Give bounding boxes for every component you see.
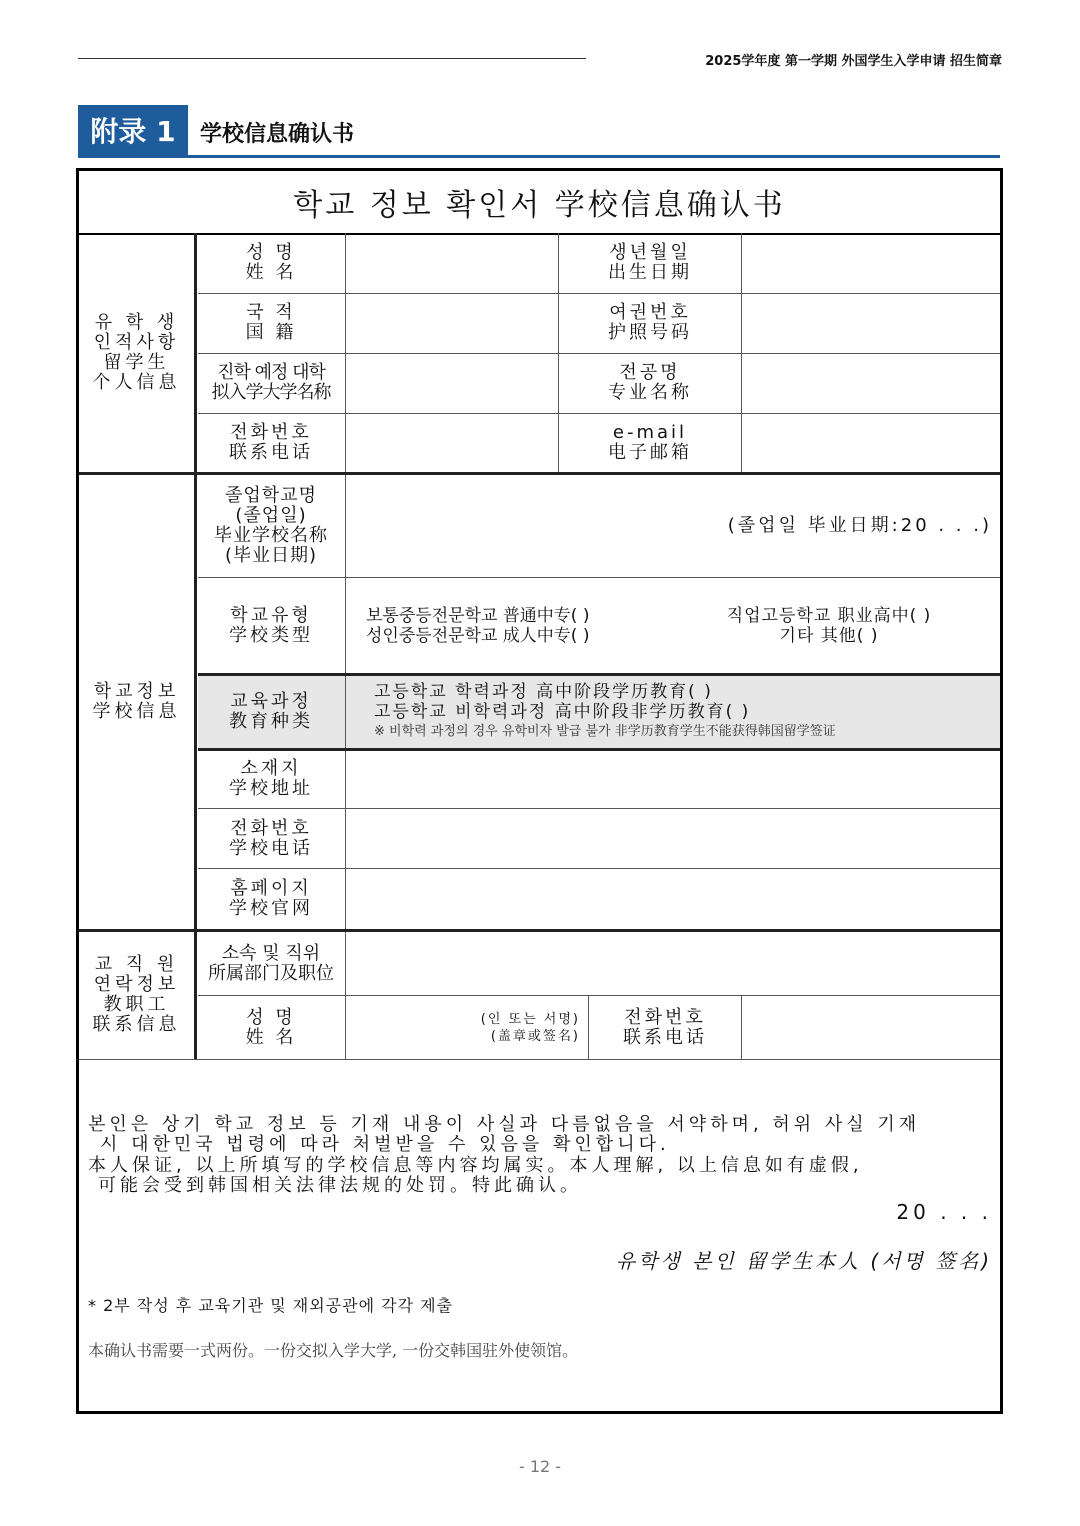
declaration-ko: 본인은 상기 학교 정보 등 기재 내용이 사실과 다름없음을 서약하며, 허위 사실 기재 시 대한민국 법령에 따라 처벌받을 수 있음을 확인합니다. — [88, 1114, 921, 1155]
label-passport: 여권번호 护照号码 — [608, 302, 692, 343]
date-line: 20 . . . — [896, 1200, 992, 1224]
seal-field[interactable] — [346, 996, 588, 1059]
header-rule — [78, 58, 586, 59]
label-staff-phone: 전화번호 联系电话 — [623, 1006, 707, 1048]
label-homepage: 홈페이지 学校官网 — [229, 878, 313, 919]
appendix-label: 附录 1 — [78, 105, 188, 155]
label-school-phone: 전화번호 学校电话 — [229, 817, 313, 859]
label-birth: 생년월일 出生日期 — [608, 242, 692, 283]
header-text: 2025学年度 第一学期 外国学生入学申请 招生简章 — [705, 54, 1002, 69]
label-school-type: 학교유형 学校类型 — [229, 604, 313, 646]
homepage-field[interactable] — [346, 869, 1000, 929]
signature-line: 유학생 본인 留学生本人 (서명 签名) — [615, 1249, 992, 1273]
grad-school-field[interactable] — [346, 475, 1000, 577]
name-field[interactable] — [346, 233, 558, 293]
seal-note-cn: (盖章或签名) — [490, 1028, 580, 1044]
appendix-rule — [78, 155, 1000, 158]
birth-field[interactable] — [742, 233, 1000, 293]
edu-note: ※ 비학력 과정의 경우 유학비자 발급 불가 非学历教育学生不能获得韩国留学签证 — [374, 723, 836, 739]
phone-field[interactable] — [346, 413, 558, 472]
page-number: - 12 - — [518, 1457, 562, 1476]
appendix-heading — [78, 105, 1000, 157]
label-grad-school: 졸업학교명 (졸업일) 毕业学校名称 (毕业日期) — [214, 485, 328, 566]
staff-phone-field[interactable] — [742, 996, 1000, 1059]
seal-note-ko: (인 또는 서명) — [480, 1011, 580, 1027]
section-school: 학교정보 学校信息 — [92, 680, 181, 722]
email-field[interactable] — [742, 413, 1000, 472]
copies-note-ko: * 2부 작성 후 교육기관 및 재외공관에 각각 제출 — [88, 1296, 454, 1315]
label-phone: 전화번호 联系电话 — [229, 421, 313, 463]
address-field[interactable] — [346, 749, 1000, 808]
label-email: e-mail 电子邮箱 — [608, 421, 692, 463]
label-address: 소재지 学校地址 — [229, 757, 313, 799]
passport-field[interactable] — [742, 293, 1000, 353]
major-field[interactable] — [742, 353, 1000, 413]
school-type-options-b[interactable]: 직업고등학교 职业高中( ) 기타 其他( ) — [726, 605, 932, 646]
appendix-title: 学校信息确认书 — [200, 122, 355, 147]
dept-field[interactable] — [346, 932, 1000, 995]
label-dept: 소속 및 직위 所属部门及职位 — [208, 942, 334, 984]
label-staff-name: 성 명 姓 名 — [245, 1006, 297, 1048]
school-phone-field[interactable] — [346, 809, 1000, 868]
grad-date-text: (졸업일 毕业日期:20 . . .) — [727, 515, 992, 536]
section-staff: 교 직 원 연락정보 教职工 联系信息 — [92, 954, 181, 1035]
copies-note-cn: 本确认书需要一式两份。一份交拟入学大学, 一份交韩国驻外使领馆。 — [88, 1341, 579, 1360]
nationality-field[interactable] — [346, 293, 558, 353]
label-edu-type: 교육과정 教育种类 — [229, 690, 313, 732]
section-personal: 유 학 생 인적사항 留学生 个人信息 — [92, 312, 181, 393]
confirmation-form — [76, 168, 1003, 1414]
label-university: 진학 예정 대학 拟入学大学名称 — [211, 362, 331, 403]
declaration-cn: 本人保证, 以上所填写的学校信息等内容均属实。本人理解, 以上信息如有虚假, 可能会受到韩国相关法律法规的处罚。特此确认。 — [88, 1155, 863, 1196]
edu-type-options[interactable]: 고등학교 학력과정 高中阶段学历教育( ) 고등학교 비학력과정 高中阶段非学历教育( ) ※ 비학력 과정의 경우 유학비자 발급 불가 非学历教育学生不能获得韩国留学签证 — [374, 675, 994, 748]
label-name: 성 명 姓 名 — [245, 242, 297, 283]
label-major: 전공명 专业名称 — [608, 362, 692, 403]
form-title: 학교 정보 확인서 学校信息确认书 — [79, 171, 1000, 235]
label-nationality: 국 적 国 籍 — [245, 302, 297, 343]
university-field[interactable] — [346, 353, 558, 413]
school-type-options-a[interactable]: 보통중등전문학교 普通中专( ) 성인중등전문학교 成人中专( ) — [366, 605, 590, 646]
